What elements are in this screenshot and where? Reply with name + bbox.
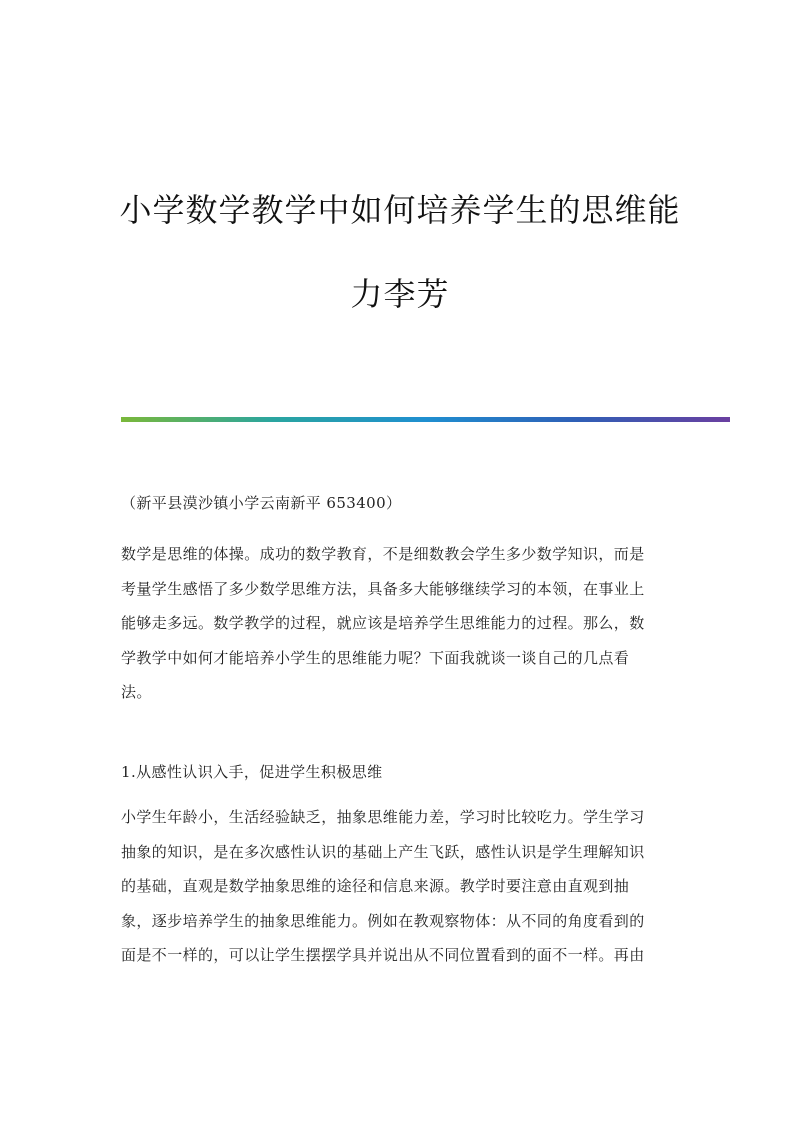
document-title-line-2: 力李芳: [350, 275, 450, 313]
document-title-line-1: 小学数学教学中如何培养学生的思维能: [119, 191, 681, 229]
paragraph-line: 学教学中如何才能培养小学生的思维能力呢？下面我就谈一谈自己的几点看: [121, 648, 630, 667]
paragraph-line: 面是不一样的，可以让学生摆摆学具并说出从不同位置看到的面不一样。再由: [121, 946, 645, 964]
paragraph-line: 的基础，直观是数学抽象思维的途径和信息来源。教学时要注意由直观到抽: [121, 877, 630, 895]
paragraph-line: 考量学生感悟了多少数学思维方法，具备多大能够继续学习的本领，在事业上: [121, 579, 645, 598]
paragraph-section-1: [121, 800, 681, 973]
paragraph-line: 小学生年龄小，生活经验缺乏，抽象思维能力差，学习时比较吃力。学生学习: [121, 808, 645, 826]
paragraph-line: 法。: [121, 683, 152, 701]
paragraph-intro: [121, 537, 681, 710]
section-heading-1: 1.从感性认识入手，促进学生积极思维: [121, 763, 383, 781]
title-divider: [121, 417, 730, 422]
paragraph-line: 数学是思维的体操。成功的数学教育，不是细数教会学生多少数学知识，而是: [121, 545, 645, 563]
paragraph-line: 抽象的知识，是在多次感性认识的基础上产生飞跃，感性认识是学生理解知识: [121, 842, 645, 861]
paragraph-line: 能够走多远。数学教学的过程，就应该是培养学生思维能力的过程。那么，数: [121, 614, 645, 632]
paragraph-line: 象，逐步培养学生的抽象思维能力。例如在教观察物体：从不同的角度看到的: [121, 911, 645, 930]
author-affiliation: （新平县漠沙镇小学云南新平 653400）: [121, 494, 402, 512]
